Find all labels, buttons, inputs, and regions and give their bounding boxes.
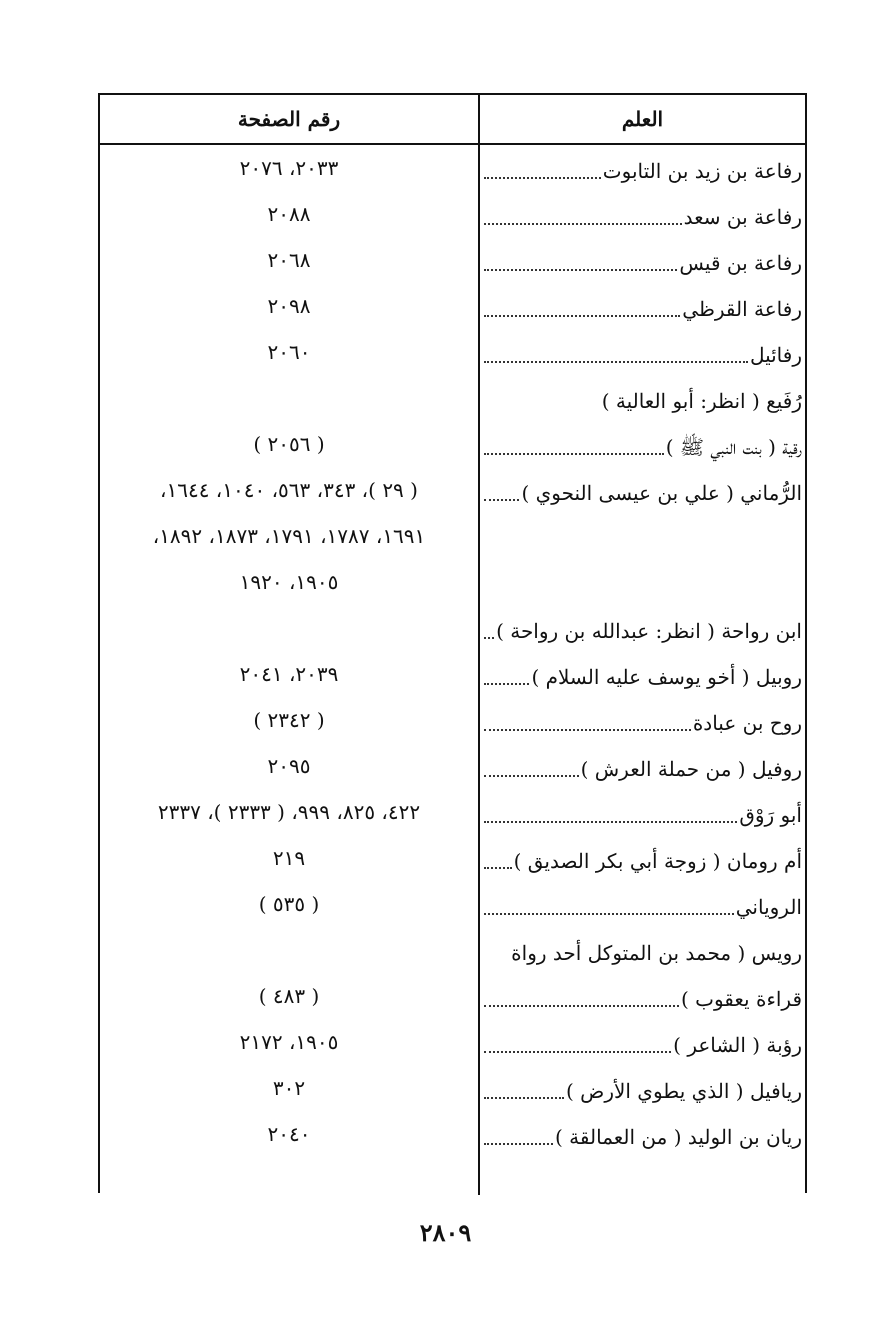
page-references <box>104 605 474 651</box>
table-header <box>100 95 805 145</box>
table-row <box>100 329 805 375</box>
name-cell <box>484 1019 802 1065</box>
leader-dots <box>484 361 748 363</box>
leader-dots <box>484 315 680 317</box>
table-row <box>100 651 805 697</box>
entry-name: رفاعة بن قيس <box>679 251 802 275</box>
entry-name: روبيل ( أخو يوسف عليه السلام ) <box>531 665 802 689</box>
page-references: ٢٠٤٠ <box>267 1122 311 1146</box>
leader-dots <box>484 821 737 823</box>
page-references: ١٦٩١، ١٧٨٧، ١٧٩١، ١٨٧٣، ١٨٩٢، <box>152 524 426 548</box>
page-references: ١٩٠٥، ١٩٢٠ <box>239 570 339 594</box>
index-table <box>98 93 807 1193</box>
header-name-column: العلم <box>621 107 664 131</box>
page-references: ٣٠٢ <box>272 1076 306 1100</box>
table-row <box>100 559 805 605</box>
name-cell <box>484 1111 802 1157</box>
entry-name: ريان بن الوليد ( من العمالقة ) <box>555 1125 802 1149</box>
table-row <box>100 881 805 927</box>
page-references: ٢٠٩٨ <box>267 294 311 318</box>
page-references <box>104 927 474 973</box>
table-row <box>100 375 805 421</box>
table-body <box>100 145 805 1157</box>
leader-dots <box>484 867 512 869</box>
entry-name: أبو رَوْق <box>739 803 802 827</box>
name-cell <box>484 835 802 881</box>
table-row <box>100 191 805 237</box>
table-row <box>100 743 805 789</box>
name-cell <box>484 651 802 697</box>
leader-dots <box>484 683 529 685</box>
page-references: ٢٠٩٥ <box>267 754 311 778</box>
page-references: ٢٠٨٨ <box>267 202 311 226</box>
page-references: ١٩٠٥، ٢١٧٢ <box>239 1030 339 1054</box>
table-row <box>100 973 805 1019</box>
page-references: ٤٢٢، ٨٢٥، ٩٩٩، ( ٢٣٣٣ )، ٢٣٣٧ <box>157 800 421 824</box>
name-cell <box>484 513 802 559</box>
leader-dots <box>484 269 677 271</box>
entry-name: رفاعة القرظي <box>682 297 802 321</box>
page-references <box>104 375 474 421</box>
table-row <box>100 513 805 559</box>
table-row <box>100 927 805 973</box>
entry-name: روفيل ( من حملة العرش ) <box>580 757 802 781</box>
entry-name: أم رومان ( زوجة أبي بكر الصديق ) <box>513 849 802 873</box>
leader-dots <box>484 1005 679 1007</box>
entry-name: ريافيل ( الذي يطوي الأرض ) <box>565 1079 802 1103</box>
leader-dots <box>484 223 682 225</box>
page-references: ( ٢٣٤٢ ) <box>253 708 325 732</box>
name-cell <box>484 881 802 927</box>
table-row <box>100 145 805 191</box>
entry-name: رقية ( بنت النبي ﷺ ) <box>665 435 802 459</box>
leader-dots <box>484 453 664 455</box>
entry-name: رؤبة ( الشاعر ) <box>673 1033 802 1057</box>
table-row <box>100 283 805 329</box>
entry-name: رُفَيع ( انظر: أبو العالية ) <box>601 389 802 413</box>
name-cell <box>484 329 802 375</box>
page-references: ( ٢٩ )، ٣٤٣، ٥٦٣، ١٠٤٠، ١٦٤٤، <box>160 478 418 502</box>
name-cell <box>484 927 802 973</box>
name-cell <box>484 789 802 835</box>
table-row <box>100 1065 805 1111</box>
header-pages-column: رقم الصفحة <box>237 107 341 131</box>
table-row <box>100 237 805 283</box>
name-cell <box>484 421 802 467</box>
name-cell <box>484 743 802 789</box>
page-number: ٢٨٠٩ <box>419 1218 472 1247</box>
name-cell <box>484 467 802 513</box>
name-cell <box>484 697 802 743</box>
name-cell <box>484 145 802 191</box>
entry-name: روح بن عبادة <box>692 711 802 735</box>
entry-name: الروياني <box>735 895 802 919</box>
table-row <box>100 467 805 513</box>
page-references: ٢١٩ <box>272 846 306 870</box>
page-references: ٢٠٦٨ <box>267 248 311 272</box>
leader-dots <box>484 913 734 915</box>
entry-name: قراءة يعقوب ) <box>680 987 802 1011</box>
name-cell <box>484 1065 802 1111</box>
leader-dots <box>484 637 494 639</box>
table-row <box>100 1111 805 1157</box>
table-row <box>100 835 805 881</box>
entry-name: رفاعة بن سعد <box>683 205 802 229</box>
leader-dots <box>484 1143 553 1145</box>
name-cell <box>484 283 802 329</box>
entry-name: رويس ( محمد بن المتوكل أحد رواة <box>511 941 802 965</box>
table-row <box>100 697 805 743</box>
entry-name: الرُّماني ( علي بن عيسى النحوي ) <box>521 481 802 505</box>
page-references: ( ٢٠٥٦ ) <box>253 432 325 456</box>
table-row <box>100 605 805 651</box>
name-cell <box>484 237 802 283</box>
page-references: ( ٤٨٣ ) <box>258 984 320 1008</box>
entry-name: رفائيل <box>749 343 802 367</box>
leader-dots <box>484 775 579 777</box>
leader-dots <box>484 177 601 179</box>
leader-dots <box>484 499 519 501</box>
table-row <box>100 789 805 835</box>
name-cell <box>484 375 802 421</box>
name-cell <box>484 191 802 237</box>
name-cell <box>484 973 802 1019</box>
entry-name: ابن رواحة ( انظر: عبدالله بن رواحة ) <box>496 619 802 643</box>
page-references: ٢٠٦٠ <box>267 340 311 364</box>
name-cell <box>484 559 802 605</box>
table-row <box>100 421 805 467</box>
leader-dots <box>484 1051 671 1053</box>
leader-dots <box>484 729 691 731</box>
entry-name: رفاعة بن زيد بن التابوت <box>602 159 802 183</box>
page-references: ٢٠٣٣، ٢٠٧٦ <box>239 156 339 180</box>
page-references: ٢٠٣٩، ٢٠٤١ <box>239 662 339 686</box>
name-cell <box>484 605 802 651</box>
leader-dots <box>484 1097 564 1099</box>
page-references: ( ٥٣٥ ) <box>258 892 320 916</box>
table-row <box>100 1019 805 1065</box>
